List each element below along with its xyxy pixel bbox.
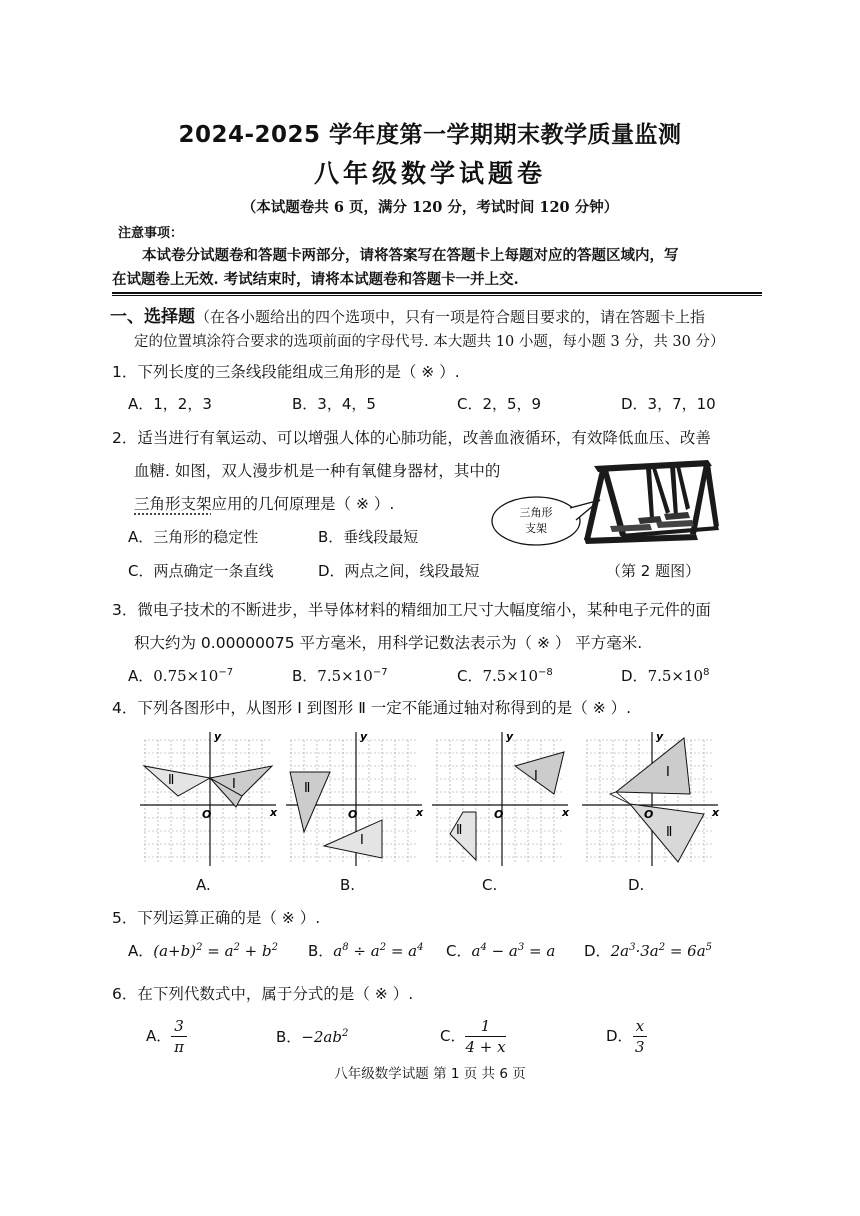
q6-option-b: B．$-2ab^2$ bbox=[276, 1028, 349, 1046]
callout-text-1: 三角形 bbox=[519, 506, 553, 519]
svg-text:Ⅱ: Ⅱ bbox=[456, 823, 463, 838]
divider-thin bbox=[112, 295, 762, 296]
q5-option-b: B．$a^8 \div a^2 = a^4$ bbox=[308, 942, 424, 960]
section-heading bbox=[110, 302, 705, 327]
q6-option-c: C． $\frac{1}{4 + x}$ bbox=[440, 1017, 506, 1056]
q4-label-b: B. bbox=[340, 876, 356, 894]
exam-subtitle: 八年级数学试题卷 bbox=[313, 159, 546, 188]
q3-option-d: D．$7.5\times 10^8$ bbox=[621, 667, 710, 685]
q3-option-c: C．$7.5\times 10^{-8}$ bbox=[457, 667, 553, 685]
notice-line-1: 本试卷分试题卷和答题卡两部分，请将答案写在答题卡上每题对应的答题区域内，写 bbox=[142, 247, 679, 264]
svg-text:y: y bbox=[360, 730, 368, 743]
q4-graph-c bbox=[430, 728, 572, 870]
svg-text:y: y bbox=[656, 730, 664, 743]
swing-arm-2 bbox=[652, 468, 670, 514]
exam-info: （本试题卷共 6 页，满分 120 分，考试时间 120 分钟） bbox=[241, 199, 619, 216]
svg-text:Ⅰ: Ⅰ bbox=[666, 765, 670, 780]
q3-line-2: 积大约为 0.00000075 平方毫米，用科学记数法表示为（ ※ ） 平方毫米. bbox=[134, 634, 643, 652]
svg-text:O: O bbox=[644, 808, 654, 821]
q4-graph-d bbox=[580, 728, 722, 870]
pedal-2 bbox=[664, 512, 690, 520]
q3-option-a: A．$0.75\times 10^{-7}$ bbox=[128, 667, 234, 685]
q4-graph-b bbox=[284, 728, 426, 870]
roman-one: Ⅰ bbox=[232, 777, 236, 792]
q5-option-a: A．$(a+b)^2 = a^2 + b^2$ bbox=[128, 942, 278, 960]
roman-two: Ⅱ bbox=[168, 773, 175, 788]
y-axis-label: y bbox=[214, 730, 222, 743]
q2-line-1: 2．适当进行有氧运动、可以增强人体的心肺功能，改善血液循环，有效降低血压、改善 bbox=[112, 429, 711, 447]
section-desc-2: 定的位置填涂符合要求的选项前面的字母代号. 本大题共 10 小题，每小题 3 分，共 30 分） bbox=[134, 334, 725, 350]
q5-option-c: C．$a^4 - a^3 = a$ bbox=[446, 942, 556, 960]
q5-stem: 5．下列运算正确的是（ ※ ）. bbox=[112, 909, 321, 927]
q1-option-b: B．3，4，5 bbox=[292, 395, 376, 413]
q4-stem: 4．下列各图形中，从图形 Ⅰ 到图形 Ⅱ 一定不能通过轴对称得到的是（ ※ ）. bbox=[112, 699, 632, 717]
q3-option-b: B．$7.5\times 10^{-7}$ bbox=[292, 667, 388, 685]
svg-text:Ⅱ: Ⅱ bbox=[304, 781, 311, 796]
page-footer: 八年级数学试题 第 1 页 共 6 页 bbox=[334, 1066, 526, 1082]
svg-text:O: O bbox=[348, 808, 358, 821]
notice-line-2: 在试题卷上无效. 考试结束时，请将本试题卷和答题卡一并上交. bbox=[112, 271, 519, 288]
q2-option-c: C．两点确定一条直线 bbox=[128, 562, 274, 580]
q1-option-c: C．2，5，9 bbox=[457, 395, 542, 413]
x-axis-label: x bbox=[270, 806, 278, 819]
swing-arm-3 bbox=[670, 466, 678, 516]
divider-thick bbox=[112, 292, 762, 294]
q2-option-d: D．两点之间，线段最短 bbox=[318, 562, 480, 580]
swing-arm-1 bbox=[646, 468, 654, 518]
svg-text:Ⅱ: Ⅱ bbox=[666, 825, 673, 840]
svg-text:O: O bbox=[494, 808, 504, 821]
q2-figure-caption: （第 2 题图） bbox=[606, 562, 701, 580]
callout-text-2: 支架 bbox=[525, 522, 547, 535]
q6-stem: 6．在下列代数式中，属于分式的是（ ※ ）. bbox=[112, 985, 414, 1003]
q4-graph-a bbox=[138, 728, 280, 870]
q3-line-1: 3．微电子技术的不断进步，半导体材料的精细加工尺寸大幅度缩小，某种电子元件的面 bbox=[112, 601, 711, 619]
origin-label: O bbox=[202, 808, 212, 821]
q2-line-2: 血糖. 如图，双人漫步机是一种有氧健身器材，其中的 bbox=[134, 462, 501, 480]
svg-text:x: x bbox=[712, 806, 720, 819]
section-label: 一、选择题 bbox=[110, 307, 195, 327]
callout-bubble bbox=[492, 497, 580, 545]
q4-label-d: D. bbox=[628, 876, 645, 894]
pedal-3 bbox=[610, 524, 652, 532]
svg-text:x: x bbox=[416, 806, 424, 819]
q1-option-a: A．1，2，3 bbox=[128, 395, 212, 413]
svg-text:Ⅰ: Ⅰ bbox=[534, 769, 538, 784]
q2-option-a: A．三角形的稳定性 bbox=[128, 528, 259, 546]
notice-heading: 注意事项： bbox=[118, 226, 184, 241]
q2-line-3: 三角形支架应用的几何原理是（ ※ ）. bbox=[134, 495, 395, 513]
q5-option-d: D．$2a^3\cdot 3a^2 = 6a^5$ bbox=[584, 942, 713, 960]
exam-title: 2024-2025 学年度第一学期期末教学质量监测 bbox=[178, 122, 682, 148]
q4-label-c: C. bbox=[482, 876, 498, 894]
swing-arm-4 bbox=[676, 466, 690, 510]
q6-option-a: A． $\frac{3}{\pi}$ bbox=[146, 1016, 187, 1057]
walking-machine-figure bbox=[490, 452, 730, 556]
q4-label-a: A. bbox=[196, 876, 211, 894]
q1-stem: 1．下列长度的三条线段能组成三角形的是（ ※ ）. bbox=[112, 363, 460, 381]
q1-option-d: D．3，7，10 bbox=[621, 395, 716, 413]
svg-text:x: x bbox=[562, 806, 570, 819]
section-desc-1: （在各小题给出的四个选项中，只有一项是符合题目要求的，请在答题卡上指 bbox=[195, 308, 706, 326]
svg-text:Ⅰ: Ⅰ bbox=[360, 833, 364, 848]
q2-option-b: B．垂线段最短 bbox=[318, 528, 419, 546]
svg-text:y: y bbox=[506, 730, 514, 743]
q2-emphasis: 三角形支架 bbox=[134, 495, 212, 513]
q6-option-d: D． $\frac{x}{3}$ bbox=[606, 1016, 647, 1057]
